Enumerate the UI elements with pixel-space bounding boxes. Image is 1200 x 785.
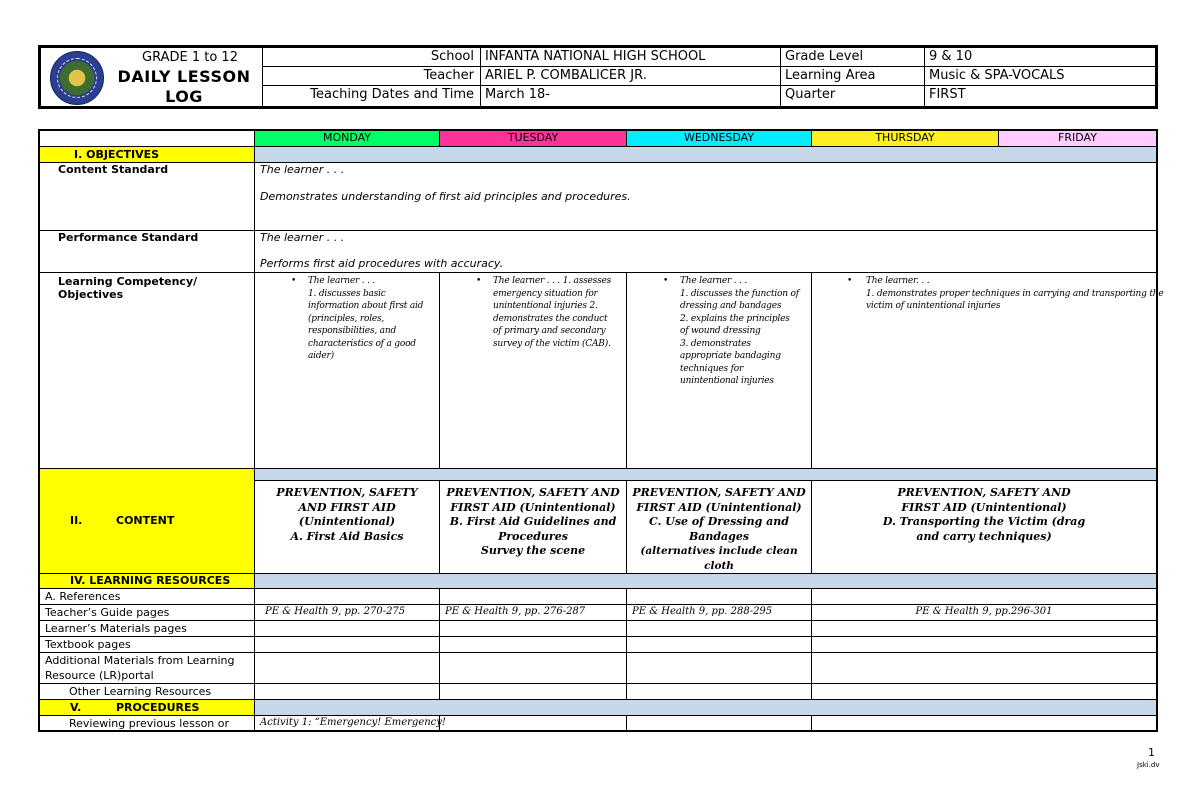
- empty-cell: [627, 621, 812, 637]
- empty-cell: [627, 637, 812, 653]
- competency-label-line-2: Objectives: [58, 288, 124, 301]
- content-label-cell: [40, 469, 255, 574]
- additional-materials-label: [40, 653, 255, 684]
- empty-cell: [440, 589, 627, 605]
- competency-thursday-line: victim of unintentional injuries: [866, 301, 1001, 311]
- header-block: [38, 45, 1158, 109]
- dates-label: Teaching Dates and Time: [262, 86, 480, 106]
- empty-cell: [627, 653, 812, 684]
- competency-tuesday-line: survey of the victim (CAB).: [493, 338, 611, 349]
- resources-band: [255, 574, 1156, 589]
- learners-materials-label: Learner’s Materials pages: [40, 621, 255, 637]
- competency-tuesday: [440, 273, 627, 469]
- grade-level-label: Grade Level: [780, 48, 924, 67]
- content-tuesday-line: B. First Aid Guidelines and: [449, 515, 617, 528]
- competency-label-line-1: Learning Competency/: [58, 275, 198, 288]
- activity-monday: Activity 1: “Emergency! Emergency!: [255, 716, 440, 732]
- content-wednesday-line: Bandages: [688, 529, 750, 543]
- content-heading-num: II.: [70, 514, 83, 527]
- corner-cell: [40, 131, 255, 147]
- content-thursday-line: FIRST AID (Unintentional): [901, 500, 1067, 514]
- school-label: School: [262, 48, 480, 67]
- grade-level-value: 9 & 10: [924, 48, 1158, 67]
- teachers-guide-wednesday: PE & Health 9, pp. 288-295: [627, 605, 812, 621]
- empty-cell: [627, 716, 812, 732]
- procedures-heading-num: V.: [70, 701, 82, 714]
- content-monday-line: PREVENTION, SAFETY: [276, 486, 418, 499]
- empty-cell: [440, 621, 627, 637]
- bullet-icon: •: [847, 276, 853, 286]
- competency-wednesday-line: dressing and bandages: [680, 301, 782, 311]
- competency-monday-line: responsibilities, and: [308, 326, 397, 336]
- competency-wednesday-line: The learner . . .: [680, 276, 748, 286]
- content-heading: CONTENT: [116, 514, 175, 527]
- title-line-2: LOG: [165, 87, 203, 106]
- procedures-heading-cell: [40, 700, 255, 716]
- competency-tuesday-line: of primary and secondary: [493, 326, 606, 336]
- content-band: [255, 469, 1156, 481]
- teacher-value: ARIEL P. COMBALICER JR.: [480, 67, 780, 86]
- competency-tuesday-line: unintentional injuries 2.: [493, 301, 598, 311]
- empty-cell: [627, 589, 812, 605]
- references-label: A. References: [40, 589, 255, 605]
- content-tuesday-line: Survey the scene: [480, 544, 586, 557]
- school-value: INFANTA NATIONAL HIGH SCHOOL: [480, 48, 780, 67]
- header-info-grid: [262, 48, 1158, 106]
- learning-area-value: Music & SPA-VOCALS: [924, 67, 1158, 86]
- empty-cell: [440, 716, 627, 732]
- textbook-label: Textbook pages: [40, 637, 255, 653]
- competency-label: [40, 273, 255, 469]
- content-tuesday: [440, 481, 627, 574]
- bullet-icon: •: [476, 276, 482, 286]
- empty-cell: [255, 653, 440, 684]
- empty-cell: [812, 621, 1156, 637]
- empty-cell: [440, 684, 627, 700]
- document-title: [105, 67, 263, 107]
- performance-standard-intro: The learner . . .: [260, 231, 345, 244]
- bullet-icon: •: [291, 276, 297, 286]
- quarter-label: Quarter: [780, 86, 924, 106]
- competency-thursday-line: The learner. . .: [866, 276, 930, 286]
- content-wednesday-line: (alternatives include clean cloth: [640, 545, 798, 572]
- content-thursday-friday: [812, 481, 1156, 574]
- empty-cell: [255, 621, 440, 637]
- resources-heading: IV. LEARNING RESOURCES: [40, 574, 255, 589]
- competency-monday-line: information about first aid: [308, 301, 424, 311]
- empty-cell: [255, 589, 440, 605]
- empty-cell: [812, 637, 1156, 653]
- day-header-friday: FRIDAY: [999, 131, 1156, 147]
- performance-standard-label: Performance Standard: [40, 231, 255, 273]
- competency-monday: [255, 273, 440, 469]
- competency-tuesday-line: demonstrates the conduct: [493, 313, 608, 324]
- competency-monday-line: The learner . . .: [308, 276, 376, 286]
- content-standard-cell: [255, 163, 1156, 231]
- content-tuesday-line: Procedures: [498, 529, 568, 543]
- bullet-icon: •: [663, 276, 669, 286]
- teachers-guide-monday: PE & Health 9, pp. 270-275: [255, 605, 440, 621]
- competency-tuesday-line: The learner . . . 1. assesses: [493, 276, 612, 286]
- empty-cell: [812, 684, 1156, 700]
- additional-materials-line-1: Additional Materials from Learning: [45, 654, 235, 667]
- day-header-wednesday: WEDNESDAY: [627, 131, 812, 147]
- competency-monday-line: aider): [308, 351, 334, 361]
- objectives-band: [255, 147, 1156, 163]
- competency-monday-line: characteristics of a good: [308, 338, 416, 349]
- learning-area-label: Learning Area: [780, 67, 924, 86]
- competency-wednesday-line: appropriate bandaging: [680, 351, 781, 361]
- content-standard-text: Demonstrates understanding of first aid principles and procedures.: [260, 190, 631, 203]
- content-wednesday: [627, 481, 812, 574]
- page-number: 1: [1148, 746, 1155, 759]
- content-standard-label: Content Standard: [40, 163, 255, 231]
- teachers-guide-label: Teacher’s Guide pages: [40, 605, 255, 621]
- content-monday-line: AND FIRST AID: [298, 500, 396, 514]
- objectives-heading: I. OBJECTIVES: [40, 147, 255, 163]
- lesson-log-table: [38, 129, 1164, 732]
- footer-watermark: Jski.dv: [1137, 761, 1160, 769]
- dates-value: March 18-: [480, 86, 780, 106]
- additional-materials-line-2: Resource (LR)portal: [45, 669, 154, 682]
- content-tuesday-line: FIRST AID (Unintentional): [450, 500, 616, 514]
- competency-wednesday: [627, 273, 812, 469]
- content-wednesday-line: PREVENTION, SAFETY AND: [632, 486, 806, 499]
- performance-standard-cell: [255, 231, 1156, 273]
- content-tuesday-line: PREVENTION, SAFETY AND: [446, 486, 620, 499]
- content-thursday-line: D. Transporting the Victim (drag: [882, 515, 1086, 528]
- competency-tuesday-line: emergency situation for: [493, 288, 598, 299]
- quarter-value: FIRST: [924, 86, 1158, 106]
- teachers-guide-tuesday: PE & Health 9, pp. 276-287: [440, 605, 627, 621]
- deped-seal-logo: [50, 51, 104, 105]
- title-line-1: DAILY LESSON: [117, 67, 251, 86]
- competency-wednesday-line: unintentional injuries: [680, 376, 774, 386]
- competency-wednesday-line: of wound dressing: [680, 326, 761, 336]
- content-thursday-line: PREVENTION, SAFETY AND: [897, 486, 1071, 499]
- empty-cell: [812, 716, 1156, 732]
- empty-cell: [440, 637, 627, 653]
- competency-wednesday-line: 3. demonstrates: [680, 338, 751, 349]
- teacher-label: Teacher: [262, 67, 480, 86]
- day-header-thursday: THURSDAY: [812, 131, 999, 147]
- competency-monday-line: (principles, roles,: [308, 313, 385, 324]
- day-header-monday: MONDAY: [255, 131, 440, 147]
- competency-wednesday-line: 2. explains the principles: [680, 313, 790, 324]
- content-thursday-line: and carry techniques): [916, 529, 1052, 543]
- empty-cell: [255, 637, 440, 653]
- empty-cell: [440, 653, 627, 684]
- teachers-guide-thursday-friday: PE & Health 9, pp.296-301: [812, 605, 1156, 621]
- performance-standard-text: Performs first aid procedures with accuracy.: [260, 257, 504, 270]
- day-header-tuesday: TUESDAY: [440, 131, 627, 147]
- content-monday-line: (Unintentional): [298, 515, 396, 528]
- competency-thursday-friday: [812, 273, 1164, 469]
- empty-cell: [812, 653, 1156, 684]
- content-monday-line: A. First Aid Basics: [290, 529, 404, 543]
- grade-label: GRADE 1 to 12: [142, 50, 238, 65]
- empty-cell: [255, 684, 440, 700]
- competency-wednesday-line: techniques for: [680, 363, 744, 374]
- other-resources-label: Other Learning Resources: [40, 684, 255, 700]
- competency-wednesday-line: 1. discusses the function of: [680, 288, 799, 299]
- content-monday: [255, 481, 440, 574]
- reviewing-label: Reviewing previous lesson or: [40, 716, 255, 732]
- competency-thursday-line: 1. demonstrates proper techniques in carrying and transporting the: [866, 288, 1164, 299]
- content-wednesday-line: C. Use of Dressing and: [649, 515, 789, 528]
- content-wednesday-line: FIRST AID (Unintentional): [636, 500, 802, 514]
- competency-monday-line: 1. discusses basic: [308, 288, 386, 299]
- procedures-band: [255, 700, 1156, 716]
- empty-cell: [627, 684, 812, 700]
- content-standard-intro: The learner . . .: [260, 163, 345, 176]
- procedures-heading: PROCEDURES: [116, 701, 200, 714]
- empty-cell: [812, 589, 1156, 605]
